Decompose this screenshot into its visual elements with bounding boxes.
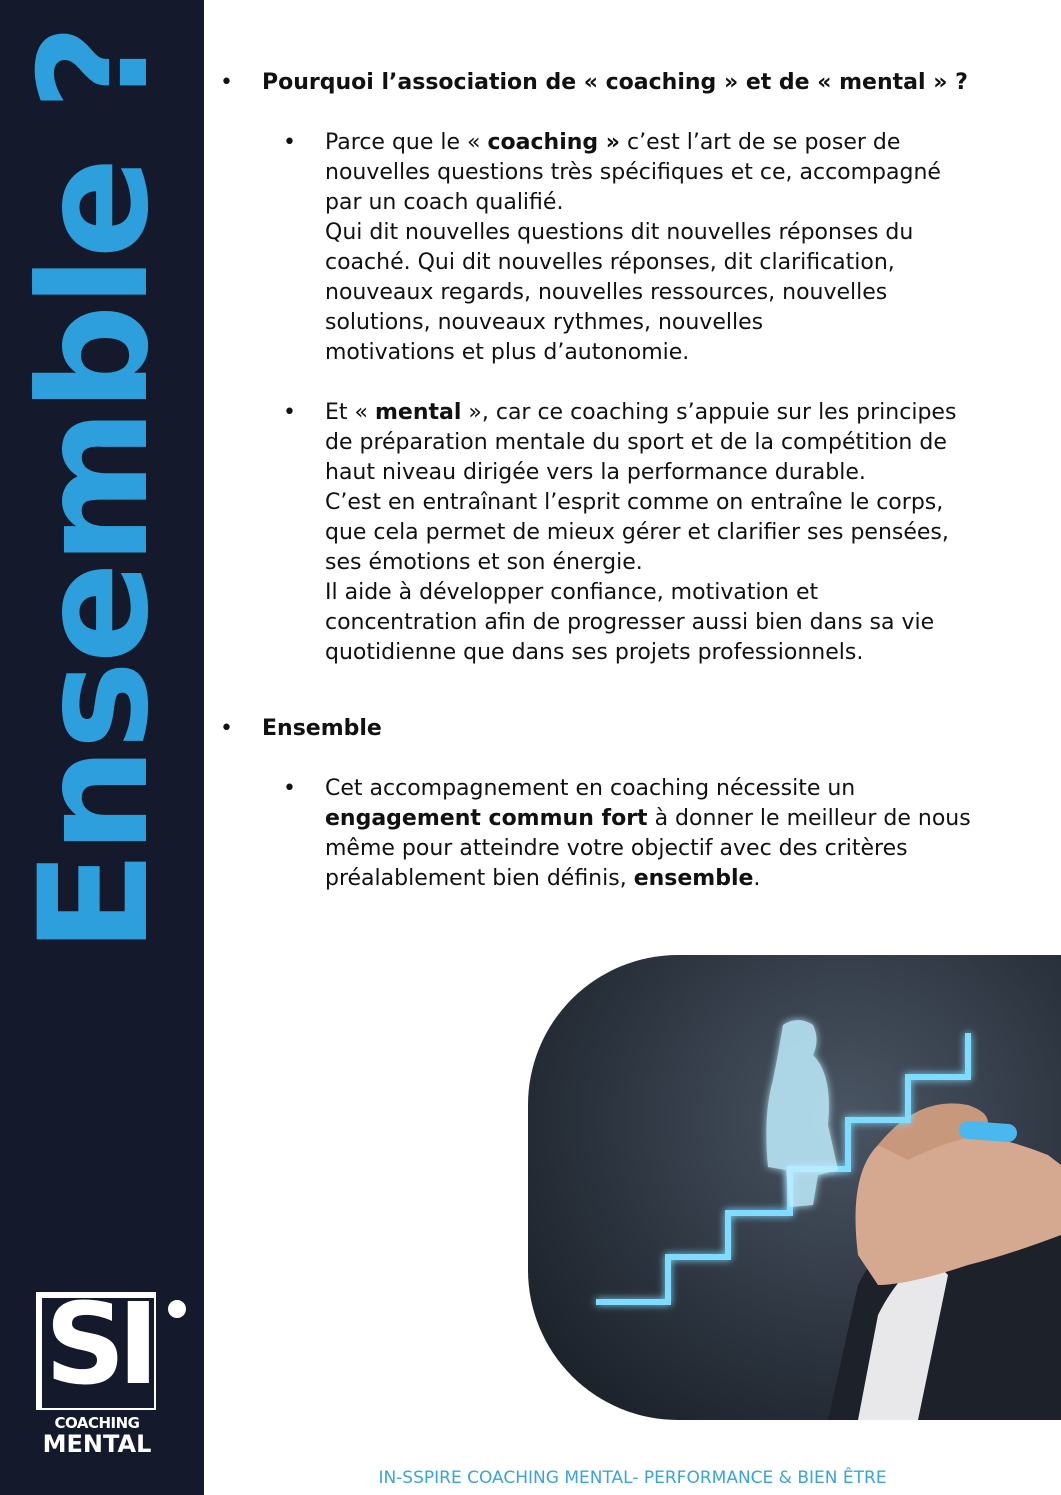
logo-line-coaching: COACHING	[54, 1414, 140, 1432]
text-run: Qui dit nouvelles questions dit nouvelles réponses du	[325, 220, 914, 245]
bold-text: coaching »	[487, 130, 621, 155]
section-heading: Ensemble	[262, 716, 382, 741]
text-run: concentration afin de progresser aussi bien dans sa vie	[325, 610, 935, 635]
list-item	[220, 774, 1050, 894]
bullet-icon: •	[283, 400, 296, 425]
footer-tagline: IN-SSPIRE COACHING MENTAL- PERFORMANCE & BIEN ÊTRE	[378, 1468, 887, 1488]
logo-letters: SI	[44, 1298, 152, 1408]
text-run: quotidienne que dans ses projets professionnels.	[325, 640, 864, 665]
bullet-icon: •	[283, 130, 296, 155]
bullet-icon: •	[283, 776, 296, 801]
text-run: c’est l’art de se poser de	[620, 130, 901, 155]
pen	[968, 1130, 1008, 1133]
text-run: solutions, nouveaux rythmes, nouvelles	[325, 310, 764, 335]
text-run: par un coach qualifié.	[325, 190, 564, 215]
text-run: même pour atteindre votre objectif avec des critères	[325, 836, 908, 861]
section	[220, 714, 1050, 744]
text-run: nouvelles questions très spécifiques et ce, accompagné	[325, 160, 941, 185]
text-run: Cet accompagnement en coaching nécessite un	[325, 776, 856, 801]
logo-line-mental: MENTAL	[42, 1430, 152, 1458]
text-run: motivations et plus d’autonomie.	[325, 340, 690, 365]
climbing-figure	[766, 1020, 838, 1207]
text-run: que cela permet de mieux gérer et clarifier ses pensées,	[325, 520, 949, 545]
text-run: Il aide à développer confiance, motivation et	[325, 580, 819, 605]
text-run: .	[753, 866, 761, 891]
bold-text: mental	[374, 400, 462, 425]
text-run: haut niveau dirigée vers la performance durable.	[325, 460, 866, 485]
vertical-title: Ensemble ?	[8, 26, 182, 954]
staircase-illustration	[528, 955, 1061, 1420]
text-run: », car ce coaching s’appuie sur les principes	[461, 400, 957, 425]
text-run: de préparation mentale du sport et de la compétition de	[325, 430, 947, 455]
list-item	[220, 128, 1050, 368]
text-run: préalablement bien définis,	[325, 866, 634, 891]
text-run: Parce que le «	[325, 130, 488, 155]
bold-text: ensemble	[633, 866, 754, 891]
bold-text: engagement commun fort	[325, 806, 648, 831]
logo	[34, 1290, 194, 1460]
text-run: Et «	[325, 400, 375, 425]
section-heading: Pourquoi l’association de « coaching » et de « mental » ?	[262, 70, 968, 95]
list-item	[220, 398, 1050, 668]
item-text	[325, 128, 1050, 368]
text-run: C’est en entraînant l’esprit comme on entraîne le corps,	[325, 490, 944, 515]
logo-dot	[168, 1300, 186, 1318]
item-text	[325, 774, 1050, 894]
sidebar	[0, 0, 204, 1495]
text-run: à donner le meilleur de nous	[647, 806, 971, 831]
text-run: coaché. Qui dit nouvelles réponses, dit clarification,	[325, 250, 895, 275]
main-content	[220, 68, 1050, 894]
text-run: nouveaux regards, nouvelles ressources, nouvelles	[325, 280, 888, 305]
bullet-icon: •	[220, 70, 233, 95]
logo-mark	[36, 1292, 156, 1410]
text-run: ses émotions et son énergie.	[325, 550, 643, 575]
coaching-illustration-photo	[528, 955, 1061, 1420]
section	[220, 68, 1050, 98]
bullet-icon: •	[220, 716, 233, 741]
item-text	[325, 398, 1050, 668]
